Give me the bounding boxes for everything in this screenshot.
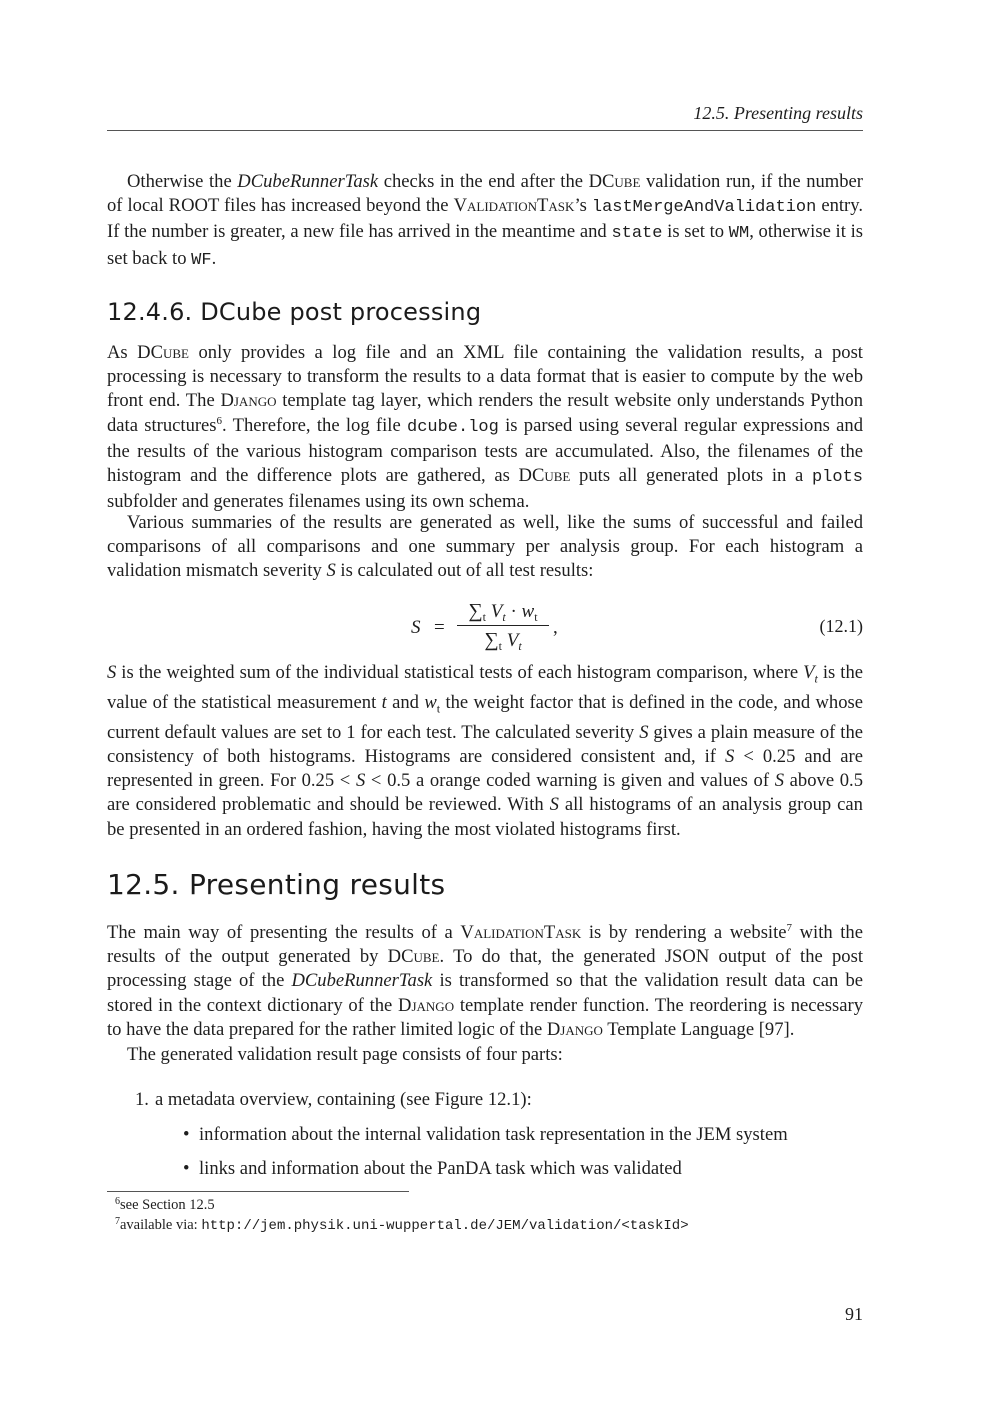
footnote-6: $^6$see Section 12.5 <box>115 1196 215 1213</box>
page-number: 91 <box>845 1304 863 1324</box>
document-page <box>107 0 863 1414</box>
paragraph-four-parts: The generated validation result page consists of four parts: <box>127 1044 563 1065</box>
formula-fraction <box>457 598 549 653</box>
paragraph-post-processing: As DCube only provides a log file and an XML file containing the validation results, a post processing is necessary to transform the results to a data format that is easier to compute by the web front end. The Django template tag layer, which renders the result website only understands Python data structures$^6$. Therefore, the log file dcube.log is parsed using several regular expressions and the results of the various histogram comparison tests are accumulated. Also, the filenames of the histogram and the difference plots are gathered, as DCube puts all generated plots in a plots subfolder and generates filenames using its own schema. <box>107 342 863 513</box>
header-rule <box>107 130 863 131</box>
paragraph-dcube-runner-task: Otherwise the DCubeRunnerTask checks in the end after the DCube validation run, if the number of local ROOT files has increased beyond the ValidationTask’s lastMergeAndValidation entry. If the number is greater, a new file has arrived in the meantime and state is set to WM, otherwise it is set back to WF. <box>107 171 863 270</box>
footnote-url-link[interactable]: http://jem.physik.uni-wuppertal.de/JEM/validation/<taskId> <box>201 1218 689 1234</box>
section-heading-presenting-results: 12.5. Presenting results <box>107 868 446 901</box>
bullet-item: • links and information about the PanDA task which was validated <box>183 1158 682 1179</box>
equation-number: (12.1) <box>819 616 863 636</box>
footnote-ref-6[interactable]: 6 <box>216 414 223 427</box>
footnote-ref-7[interactable]: 7 <box>786 922 793 934</box>
formula-denominator: $\sum_t$ $V_t$ <box>484 629 522 653</box>
bullet-item: • information about the internal validation task representation in the JEM system <box>183 1124 788 1145</box>
footnote-rule <box>107 1191 409 1192</box>
paragraph-presenting: The main way of presenting the results of a ValidationTask is by rendering a website$^7$ with the results of the output generated by DCube. To do that, the generated JSON output of the post processing stage of the DCubeRunnerTask is transformed so that the validation result data can be stored in the context dictionary of the Django template render function. The reordering is necessary to have the data prepared for the rather limited logic of the Django Template Language [97]. <box>107 922 863 1040</box>
paragraph-summaries: Various summaries of the results are generated as well, like the sums of successful and failed comparisons of all comparisons and one summary per analysis group. For each histogram a validation mismatch severity S is calculated out of all test results: <box>107 512 863 582</box>
footnote-7: $^7$available via: http://jem.physik.uni-wuppertal.de/JEM/validation/<taskId> <box>115 1216 689 1234</box>
paragraph-severity-explanation: S is the weighted sum of the individual statistical tests of each histogram comparison, where $V_t$ is the value of the statistical measurement t and $w_t$ the weight factor that is defined in the code, and whose current default values are set to 1 for each test. The calculated severity S gives a plain measure of the consistency of both histograms. Histograms are considered consistent and, if S < 0.25 and are represented in green. For 0.25 < S < 0.5 a orange coded warning is given and values of S above 0.5 are considered problematic and should be reviewed. With S all histograms of an analysis group can be presented in an ordered fashion, having the most violated histograms first. <box>107 662 863 840</box>
section-heading-dcube-post-processing: 12.4.6. DCube post processing <box>107 298 482 326</box>
running-header: 12.5. Presenting results <box>693 103 863 123</box>
list-item-1: 1. a metadata overview, containing (see Figure 12.1): <box>135 1089 532 1110</box>
fraction-bar <box>457 625 549 626</box>
equation-12-1: S = $\sum_t$ $V_t \cdot w_t$ $\sum_t$ $V_t$ , (12.1) <box>411 600 863 653</box>
formula-numerator: $\sum_t$ $V_t \cdot w_t$ <box>468 600 538 624</box>
